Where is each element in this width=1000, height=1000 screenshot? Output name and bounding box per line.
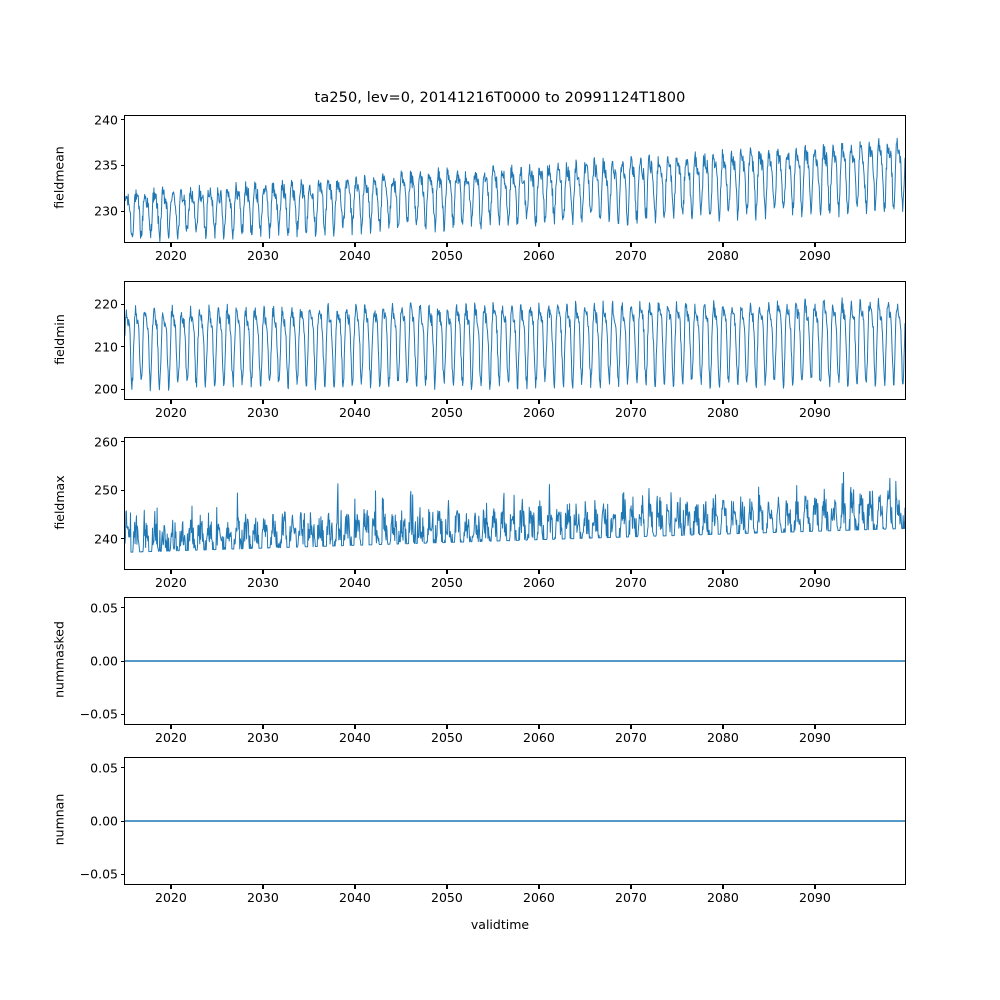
x-tick-mark <box>170 400 171 404</box>
y-tick-mark <box>121 490 125 491</box>
y-tick-mark <box>121 714 125 715</box>
x-tick-label: 2050 <box>431 890 463 905</box>
y-tick-label: 240 <box>94 112 118 128</box>
x-tick-label: 2050 <box>431 730 463 745</box>
x-tick-mark <box>814 725 815 729</box>
x-tick-mark <box>814 885 815 889</box>
y-tick-mark <box>121 119 125 120</box>
y-tick-label: 250 <box>94 482 118 498</box>
x-tick-label: 2060 <box>523 405 555 420</box>
y-tick-mark <box>121 821 125 822</box>
x-tick-label: 2020 <box>155 248 187 263</box>
x-tick-label: 2050 <box>431 248 463 263</box>
y-tick-label: 200 <box>94 381 118 397</box>
x-tick-mark <box>814 400 815 404</box>
y-tick-label: 230 <box>94 203 118 219</box>
y-tick-label: 0.05 <box>90 760 118 776</box>
x-tick-label: 2080 <box>707 890 739 905</box>
subplot-numnan <box>124 757 906 885</box>
x-tick-mark <box>630 243 631 247</box>
y-tick-mark <box>121 441 125 442</box>
x-tick-mark <box>354 570 355 574</box>
x-tick-mark <box>630 725 631 729</box>
x-tick-label: 2050 <box>431 405 463 420</box>
x-tick-mark <box>446 243 447 247</box>
y-tick-label: −0.05 <box>79 706 118 722</box>
y-tick-mark <box>121 767 125 768</box>
x-tick-label: 2080 <box>707 248 739 263</box>
y-tick-label: 240 <box>94 531 118 547</box>
x-tick-label: 2020 <box>155 730 187 745</box>
x-tick-label: 2060 <box>523 248 555 263</box>
data-line-fieldmin <box>125 298 905 391</box>
y-tick-label: 220 <box>94 296 118 312</box>
x-tick-mark <box>446 885 447 889</box>
y-tick-mark <box>121 389 125 390</box>
y-tick-mark <box>121 874 125 875</box>
y-tick-label: −0.05 <box>79 866 118 882</box>
subplot-fieldmean <box>124 115 906 243</box>
x-tick-label: 2080 <box>707 405 739 420</box>
x-tick-label: 2070 <box>615 575 647 590</box>
x-tick-mark <box>538 885 539 889</box>
y-tick-mark <box>121 165 125 166</box>
x-tick-mark <box>354 725 355 729</box>
y-tick-label: 210 <box>94 339 118 355</box>
x-tick-label: 2040 <box>339 575 371 590</box>
x-tick-mark <box>538 570 539 574</box>
x-tick-label: 2040 <box>339 730 371 745</box>
x-tick-mark <box>630 885 631 889</box>
x-tick-label: 2020 <box>155 405 187 420</box>
x-tick-label: 2040 <box>339 248 371 263</box>
x-tick-mark <box>354 885 355 889</box>
x-tick-mark <box>446 400 447 404</box>
x-tick-mark <box>262 725 263 729</box>
x-tick-mark <box>722 885 723 889</box>
x-tick-label: 2030 <box>247 890 279 905</box>
x-tick-label: 2080 <box>707 575 739 590</box>
y-tick-mark <box>121 304 125 305</box>
x-tick-mark <box>538 400 539 404</box>
y-tick-label: 235 <box>94 157 118 173</box>
x-tick-mark <box>722 243 723 247</box>
y-tick-mark <box>121 211 125 212</box>
y-tick-label: 0.05 <box>90 600 118 616</box>
y-axis-label-fieldmax: fieldmax <box>51 474 67 530</box>
y-tick-label: 0.00 <box>90 653 118 669</box>
y-axis-label-fieldmin: fieldmin <box>51 313 67 365</box>
x-tick-label: 2070 <box>615 405 647 420</box>
x-tick-mark <box>170 570 171 574</box>
x-tick-mark <box>814 570 815 574</box>
x-tick-label: 2070 <box>615 248 647 263</box>
y-axis-label-numnan: numnan <box>51 793 67 846</box>
x-tick-mark <box>446 725 447 729</box>
x-tick-label: 2060 <box>523 890 555 905</box>
x-tick-mark <box>446 570 447 574</box>
subplot-fieldmin <box>124 281 906 400</box>
y-tick-mark <box>121 346 125 347</box>
x-tick-label: 2090 <box>799 248 831 263</box>
x-tick-label: 2030 <box>247 575 279 590</box>
x-tick-label: 2070 <box>615 730 647 745</box>
x-tick-mark <box>630 570 631 574</box>
x-tick-mark <box>262 400 263 404</box>
x-tick-label: 2090 <box>799 405 831 420</box>
data-line-fieldmean <box>125 138 905 241</box>
x-tick-label: 2070 <box>615 890 647 905</box>
x-tick-label: 2020 <box>155 575 187 590</box>
x-tick-label: 2040 <box>339 405 371 420</box>
y-tick-label: 260 <box>94 434 118 450</box>
y-axis-label-fieldmean: fieldmean <box>51 146 67 209</box>
x-tick-label: 2040 <box>339 890 371 905</box>
x-tick-mark <box>170 885 171 889</box>
x-tick-mark <box>354 400 355 404</box>
x-tick-label: 2090 <box>799 730 831 745</box>
x-tick-label: 2030 <box>247 248 279 263</box>
x-tick-mark <box>262 885 263 889</box>
x-tick-label: 2020 <box>155 890 187 905</box>
data-line-fieldmax <box>125 472 905 552</box>
subplot-fieldmax <box>124 437 906 570</box>
figure-title: ta250, lev=0, 20141216T0000 to 20991124T1800 <box>314 90 686 106</box>
x-tick-mark <box>170 725 171 729</box>
x-tick-mark <box>538 243 539 247</box>
x-tick-mark <box>262 570 263 574</box>
y-tick-mark <box>121 538 125 539</box>
y-tick-mark <box>121 607 125 608</box>
x-tick-mark <box>630 400 631 404</box>
x-tick-mark <box>354 243 355 247</box>
x-tick-label: 2060 <box>523 730 555 745</box>
x-tick-label: 2030 <box>247 730 279 745</box>
x-tick-label: 2080 <box>707 730 739 745</box>
x-tick-label: 2050 <box>431 575 463 590</box>
y-tick-label: 0.00 <box>90 813 118 829</box>
x-axis-label: validtime <box>470 917 530 932</box>
x-tick-mark <box>722 570 723 574</box>
y-axis-label-nummasked: nummasked <box>51 621 67 698</box>
x-tick-mark <box>262 243 263 247</box>
x-tick-label: 2030 <box>247 405 279 420</box>
x-tick-label: 2060 <box>523 575 555 590</box>
y-tick-mark <box>121 661 125 662</box>
x-tick-mark <box>722 400 723 404</box>
x-tick-label: 2090 <box>799 890 831 905</box>
x-tick-mark <box>170 243 171 247</box>
x-tick-mark <box>538 725 539 729</box>
x-tick-mark <box>814 243 815 247</box>
x-tick-label: 2090 <box>799 575 831 590</box>
subplot-nummasked <box>124 597 906 725</box>
x-tick-mark <box>722 725 723 729</box>
